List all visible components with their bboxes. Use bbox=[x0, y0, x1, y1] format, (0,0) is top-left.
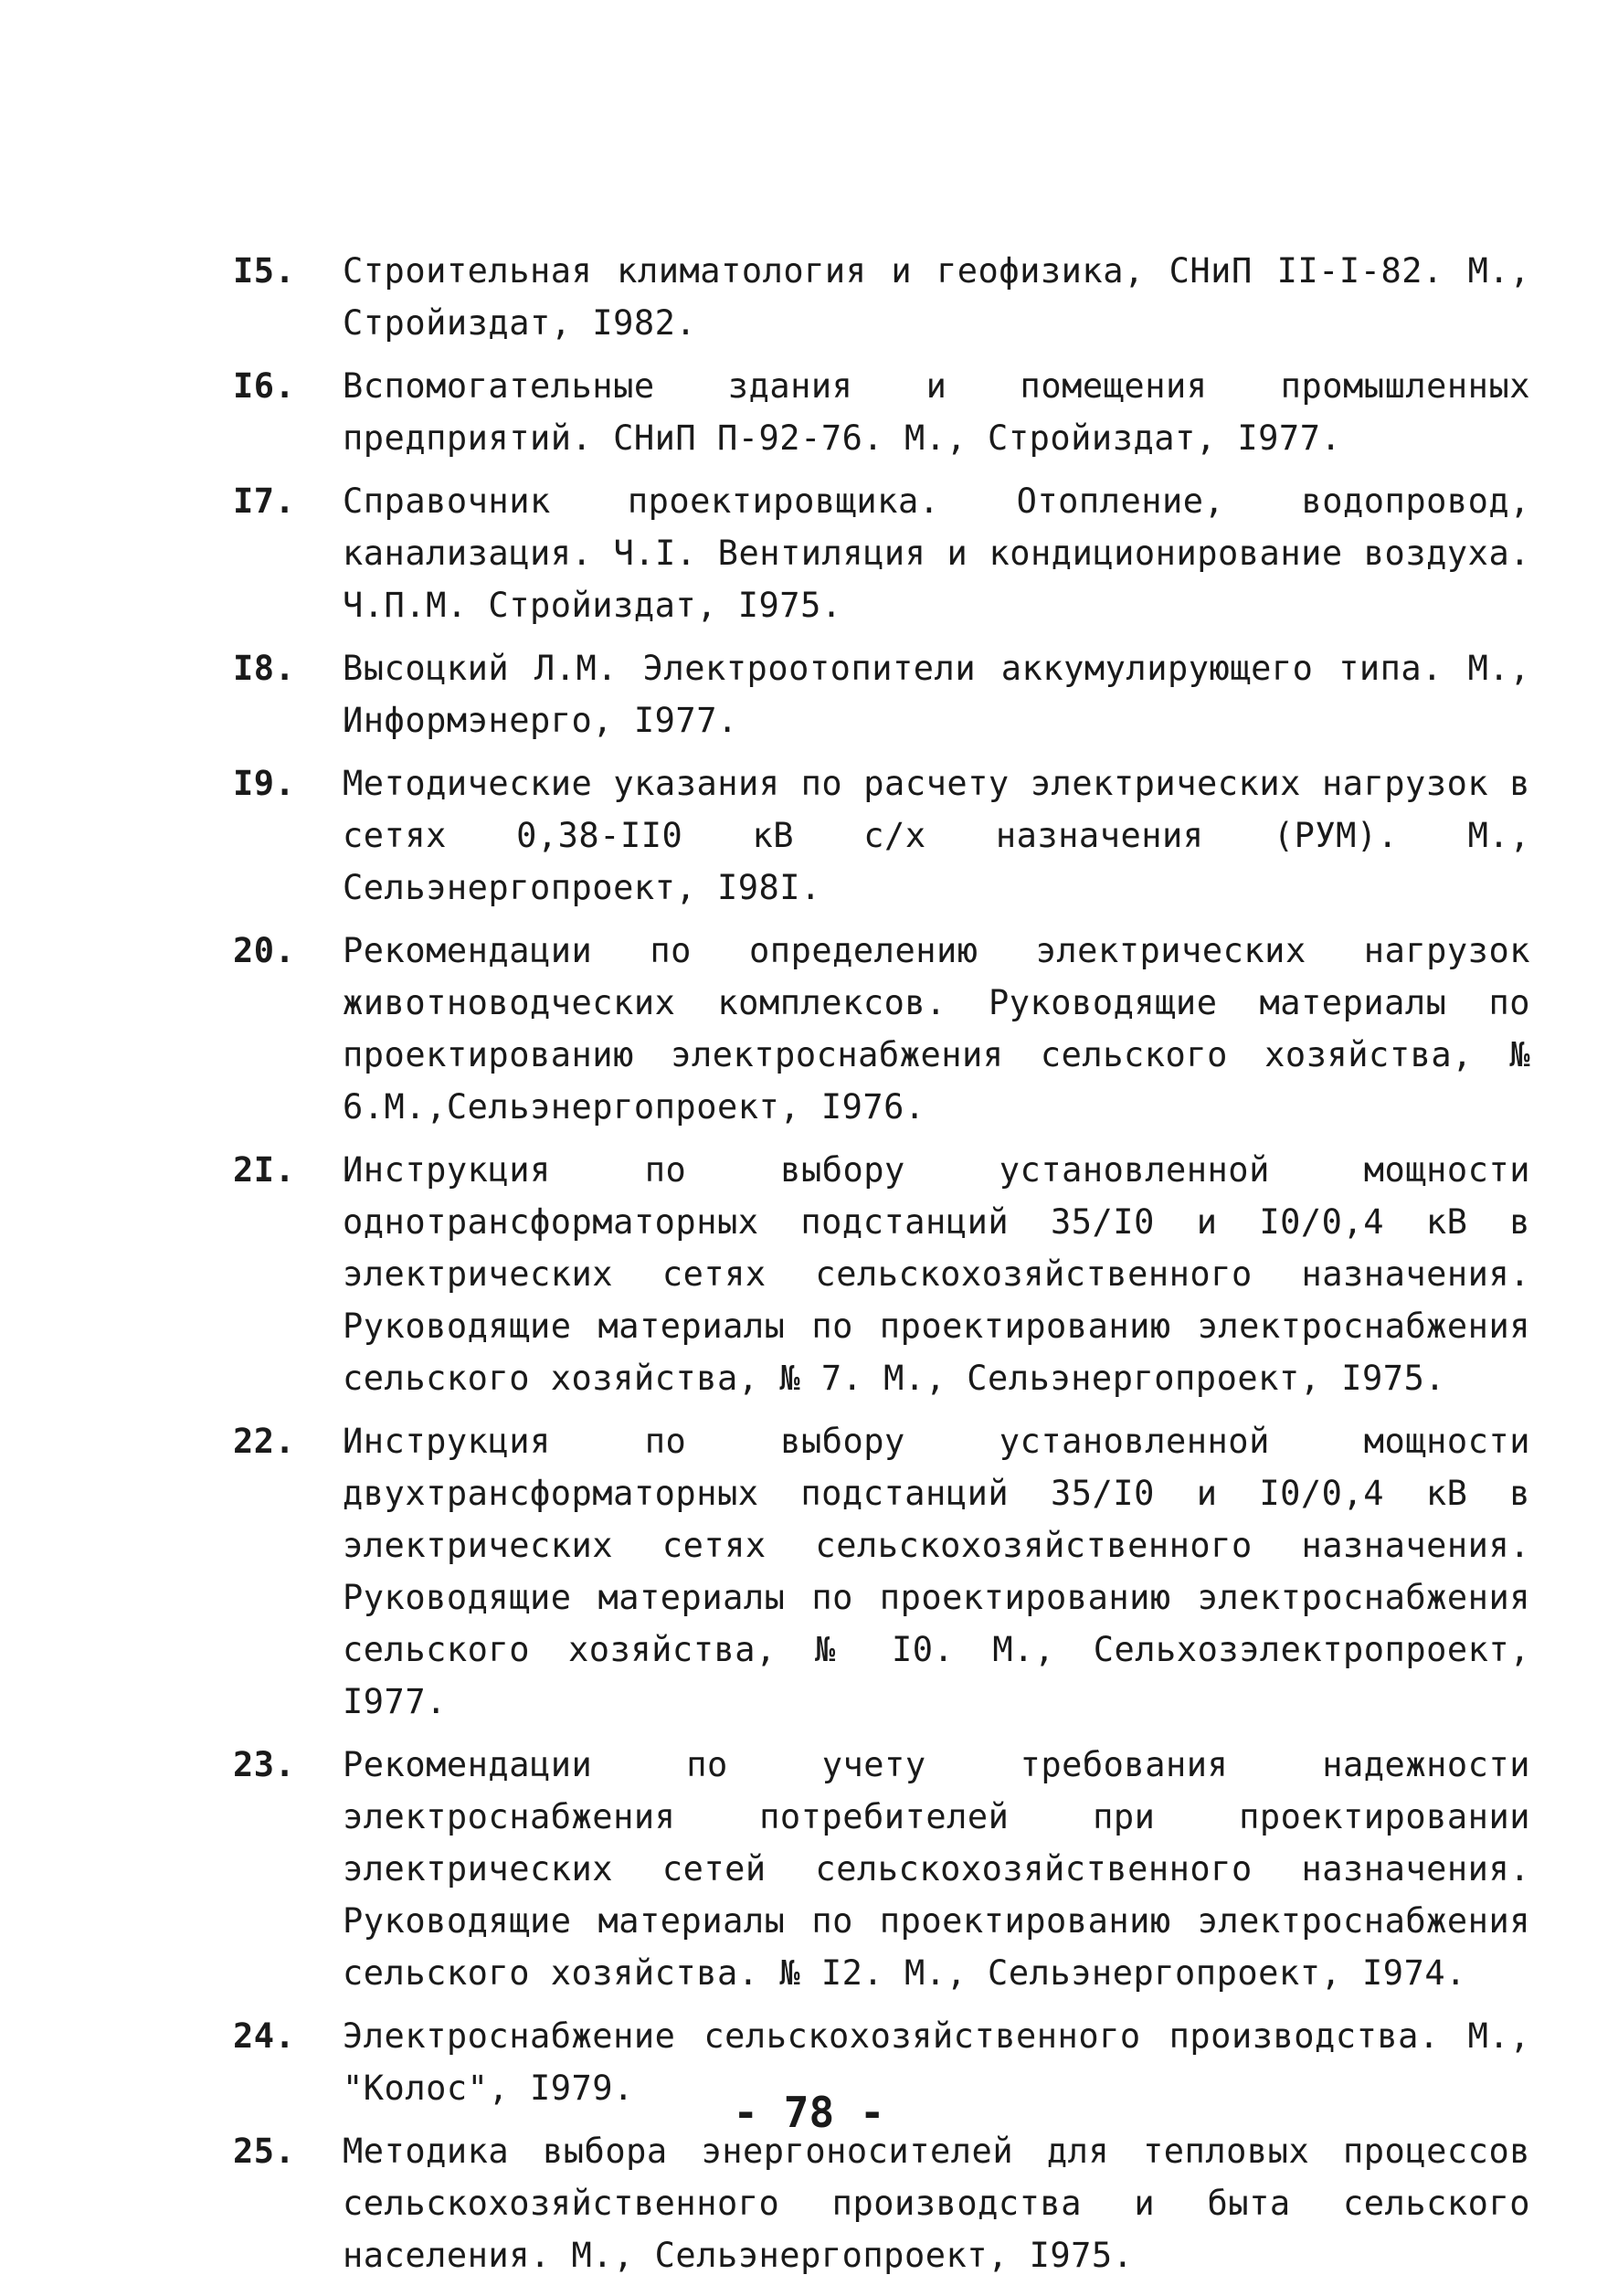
reference-number: 23. bbox=[233, 1745, 296, 1784]
reference-item bbox=[233, 1144, 1530, 1404]
reference-text: Инструкция по выбору установленной мощности двухтрансформаторных подстанций 35/I0 и I0/0,4 кВ в электрических сетях сельскохозяйственного назначения. Руководящие материалы по проектированию электроснабжения сельского хозяйства, № I0. М., Сельхозэлектропроект, I977. bbox=[343, 1422, 1530, 1721]
reference-number: I7. bbox=[233, 481, 296, 521]
reference-text: Вспомогательные здания и помещения промышленных предприятий. СНиП П-92-76. М., Стройиздат, I977. bbox=[343, 366, 1530, 458]
reference-item bbox=[233, 1739, 1530, 1999]
reference-item bbox=[233, 642, 1530, 746]
reference-number: 24. bbox=[233, 2016, 296, 2056]
reference-item bbox=[233, 1415, 1530, 1728]
reference-item bbox=[233, 475, 1530, 631]
reference-text: Методика выбора энергоносителей для тепловых процессов сельскохозяйственного производства и быта сельского населения. М., Сельэнергопроект, I975. bbox=[343, 2132, 1530, 2275]
reference-number: I9. bbox=[233, 764, 296, 803]
reference-item bbox=[233, 757, 1530, 914]
reference-item bbox=[233, 245, 1530, 349]
reference-text: Инструкция по выбору установленной мощности однотрансформаторных подстанций 35/I0 и I0/0,4 кВ в электрических сетях сельскохозяйственного назначения. Руководящие материалы по проектированию электроснабжения сельского хозяйства, № 7. М., Сельэнергопроект, I975. bbox=[343, 1150, 1530, 1398]
reference-item bbox=[233, 360, 1530, 464]
reference-text: Методические указания по расчету электрических нагрузок в сетях 0,38-II0 кВ с/х назначения (РУМ). М., Сельэнергопроект, I98I. bbox=[343, 764, 1530, 907]
reference-text: Высоцкий Л.М. Электроотопители аккумулирующего типа. М., Информэнерго, I977. bbox=[343, 649, 1530, 740]
reference-item bbox=[233, 2125, 1530, 2281]
reference-number: 20. bbox=[233, 931, 296, 970]
reference-text: Строительная климатология и геофизика, СНиП II-I-82. М., Стройиздат, I982. bbox=[343, 251, 1530, 343]
reference-text: Рекомендации по учету требования надежности электроснабжения потребителей при проектировании электрических сетей сельскохозяйственного назначения. Руководящие материалы по проектированию электроснабжения сельского хозяйства. № I2. М., Сельэнергопроект, I974. bbox=[343, 1745, 1530, 1993]
reference-number: 25. bbox=[233, 2132, 296, 2171]
reference-text: Рекомендации по определению электрических нагрузок животноводческих комплексов. Руководящие материалы по проектированию электроснабжения сельского хозяйства, № 6.М.,Сельэнергопроект, I976. bbox=[343, 931, 1530, 1127]
reference-item bbox=[233, 925, 1530, 1133]
reference-number: I8. bbox=[233, 649, 296, 688]
reference-number: 22. bbox=[233, 1422, 296, 1461]
reference-number: 2I. bbox=[233, 1150, 296, 1190]
reference-number: I5. bbox=[233, 251, 296, 291]
reference-text: Электроснабжение сельскохозяйственного производства. М., "Колос", I979. bbox=[343, 2016, 1530, 2108]
reference-list bbox=[233, 245, 1530, 2292]
reference-text: Справочник проектировщика. Отопление, водопровод, канализация. Ч.I. Вентиляция и кондиционирование воздуха. Ч.П.М. Стройиздат, I975. bbox=[343, 481, 1530, 625]
reference-number: I6. bbox=[233, 366, 296, 406]
page-number: - 78 - bbox=[733, 2088, 885, 2137]
